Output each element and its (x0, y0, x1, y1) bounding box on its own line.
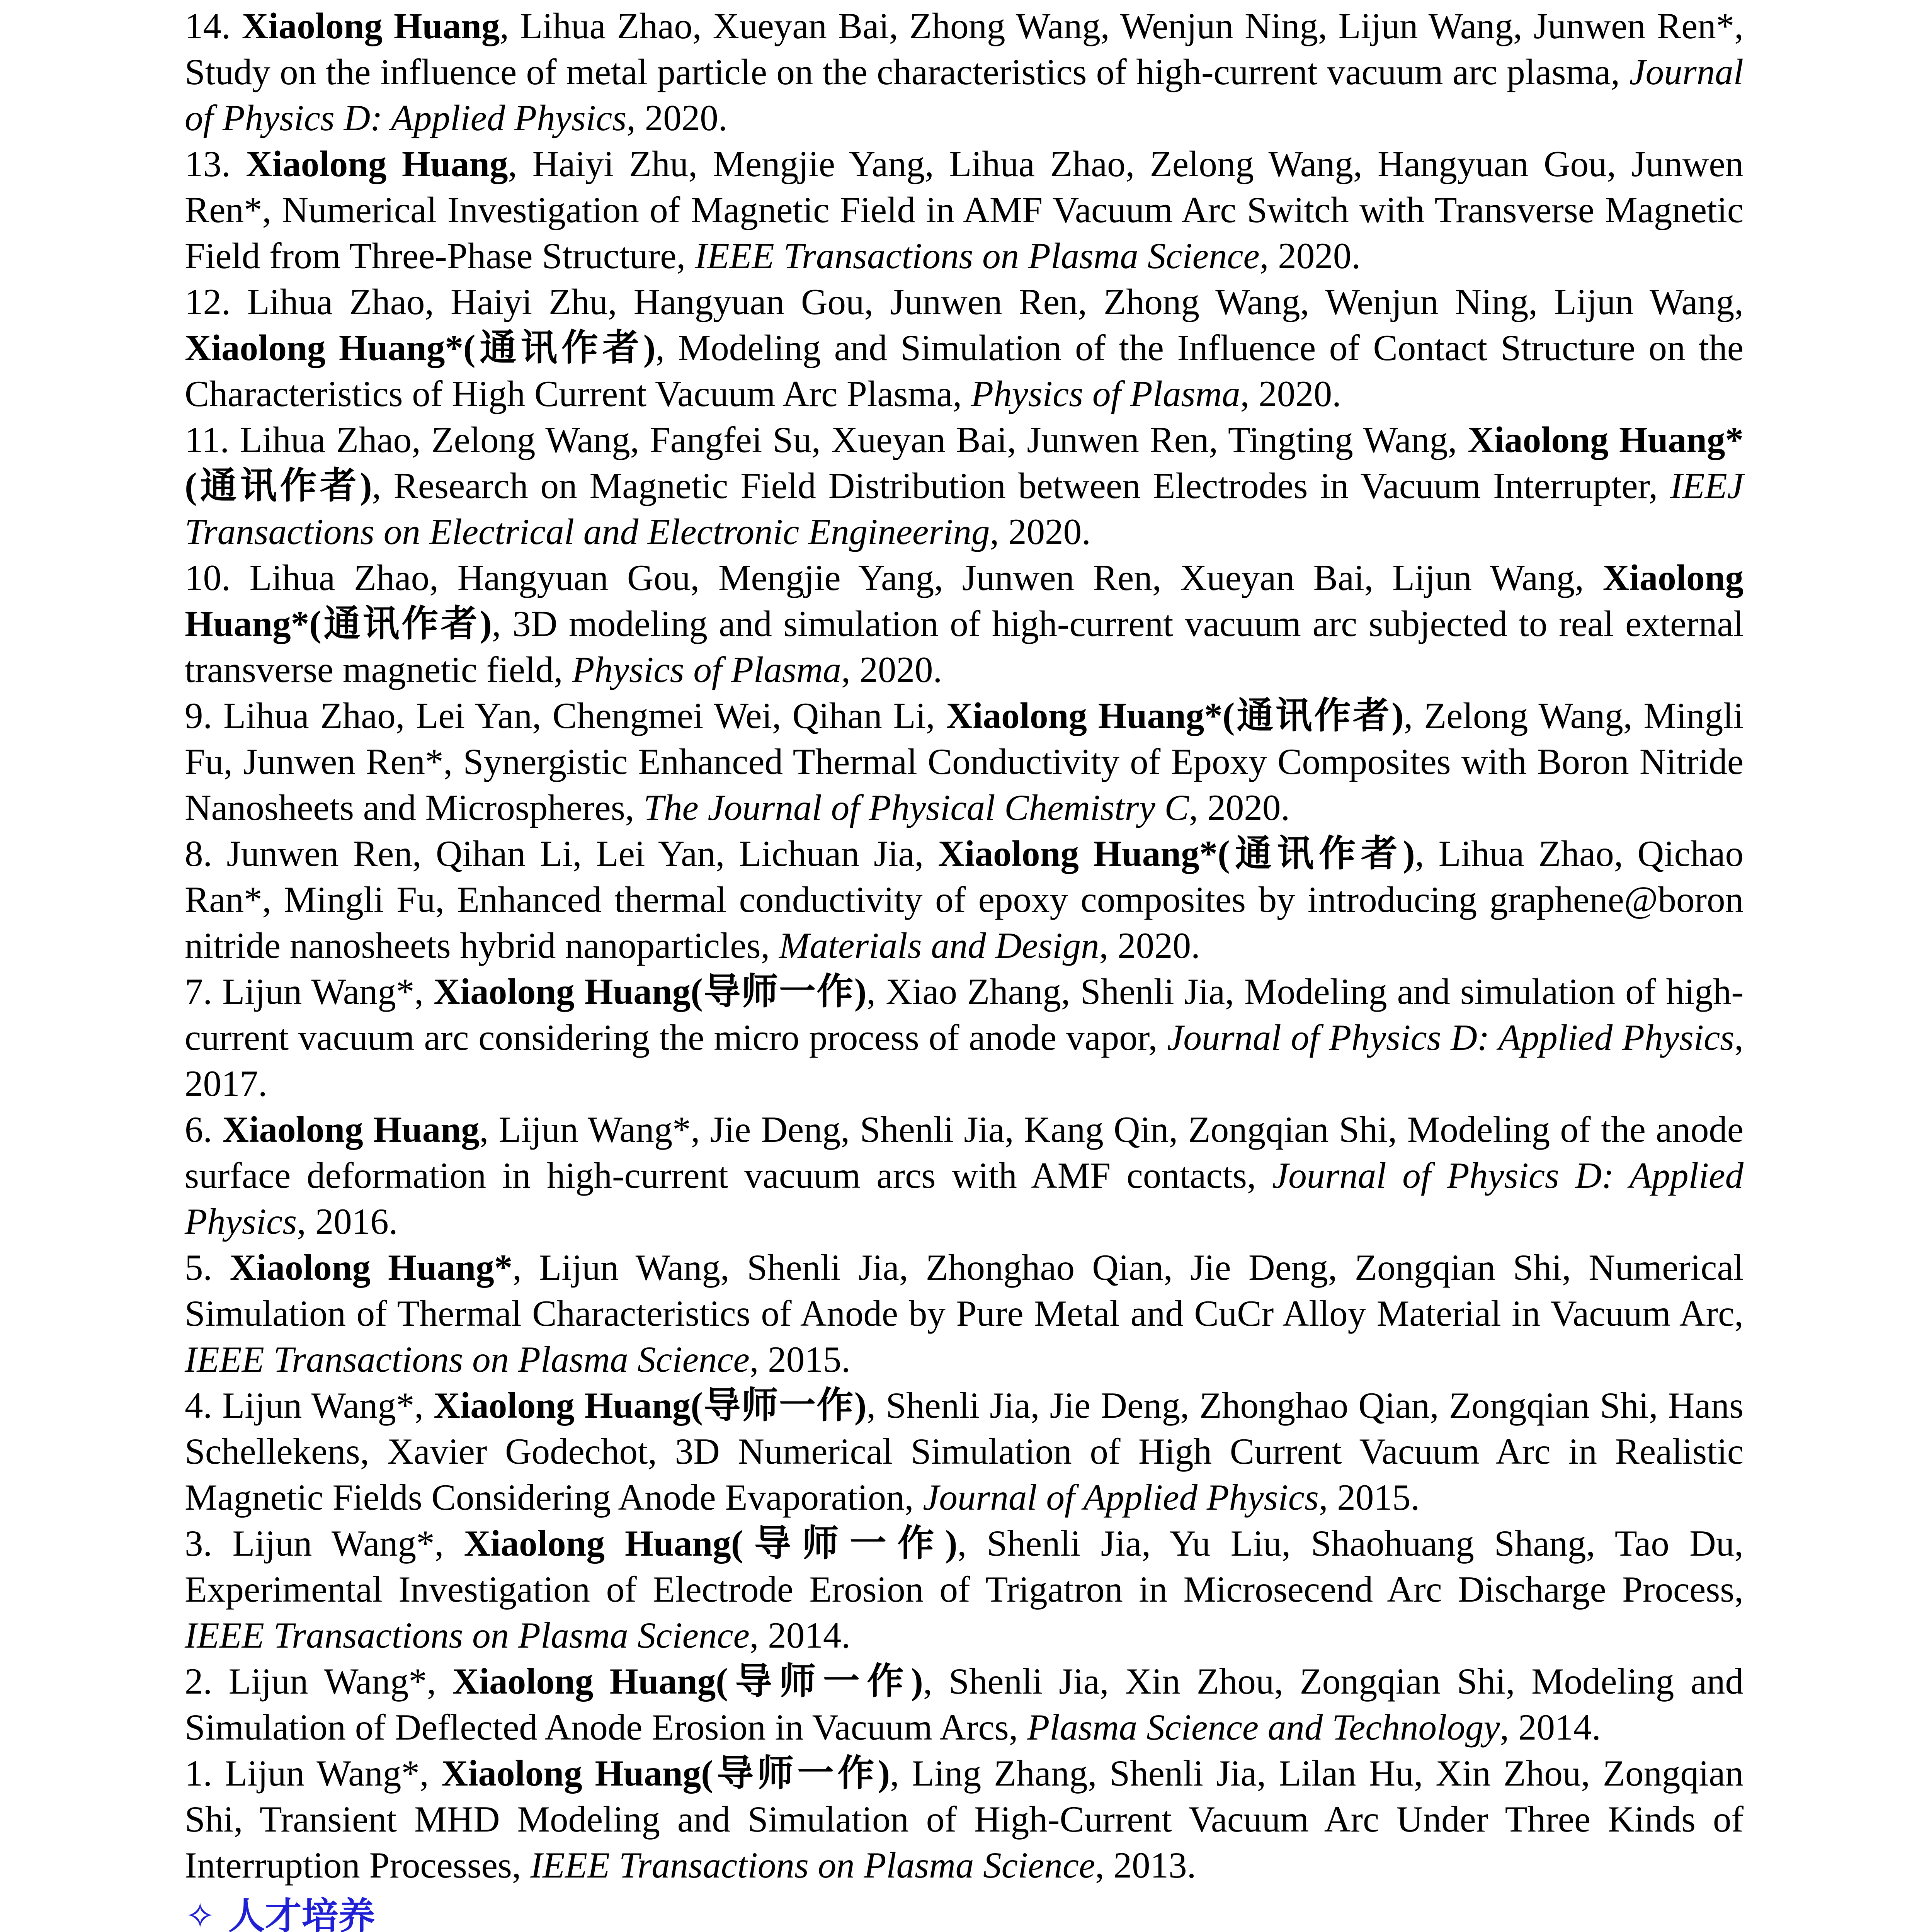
publication-highlight-author: Xiaolong Huang (222, 1109, 480, 1150)
publication-entry (185, 555, 1744, 693)
publication-title: Study on the influence of metal particle on the characteristics of high-current vacuum arc plasma, (185, 51, 1630, 92)
publication-number: 10. (185, 557, 231, 598)
publication-entry (185, 3, 1744, 141)
publication-highlight-author: Xiaolong Huang (242, 5, 500, 46)
publication-journal: Journal of Physics D: Applied Physics (185, 51, 1744, 138)
publication-authors: , (372, 465, 394, 506)
publication-authors: Lijun Wang*, (232, 1523, 464, 1564)
publication-title: Synergistic Enhanced Thermal Conductivity of Epoxy Composites with Boron Nitride Nanosheets and Microspheres, (185, 741, 1744, 828)
publication-year: , 2015. (1318, 1477, 1420, 1518)
publication-entry (185, 1658, 1744, 1750)
publication-authors: Lijun Wang*, (225, 1753, 442, 1794)
publication-year: , 2020. (841, 649, 942, 690)
publication-authors: Junwen Ren, Qihan Li, Lei Yan, Lichuan Jia, (226, 833, 938, 874)
publication-authors: , Shenli Jia, Jie Deng, Zhonghao Qian, Zongqian Shi, Hans Schellekens, Xavier Godechot, (185, 1385, 1744, 1472)
publication-highlight-author: Xiaolong Huang(导师一作) (464, 1523, 958, 1564)
publication-journal: Physics of Plasma (971, 373, 1240, 414)
publication-authors: Lijun Wang*, (222, 1385, 434, 1426)
publication-highlight-author: Xiaolong Huang*(通讯作者) (938, 833, 1415, 874)
publication-journal: IEEE Transactions on Plasma Science (185, 1339, 750, 1380)
publication-journal: IEEE Transactions on Plasma Science (694, 235, 1260, 276)
publication-authors: , Lijun Wang*, Jie Deng, Shenli Jia, Kang Qin, Zongqian Shi, (479, 1109, 1407, 1150)
publication-title: Experimental Investigation of Electrode Erosion of Trigatron in Microsecend Arc Discharge Process, (185, 1569, 1744, 1610)
publication-title: Numerical Investigation of Magnetic Field in AMF Vacuum Arc Switch with Transverse Magnetic Field from Three-Phase Structure, (185, 189, 1744, 276)
publication-journal: Physics of Plasma (572, 649, 841, 690)
publication-entry (185, 1750, 1744, 1888)
publication-year: , 2020. (1099, 925, 1200, 966)
publication-number: 6. (185, 1109, 213, 1150)
publication-title: Modeling of the anode surface deformation in high-current vacuum arcs with AMF contacts, (185, 1109, 1744, 1196)
publication-list (185, 3, 1744, 1888)
publication-entry (185, 1520, 1744, 1658)
publication-title: Research on Magnetic Field Distribution between Electrodes in Vacuum Interrupter, (393, 465, 1670, 506)
publication-authors: , (655, 327, 678, 368)
publication-highlight-author: Xiaolong Huang(导师一作) (441, 1753, 890, 1794)
publication-entry (185, 1245, 1744, 1383)
publication-journal: Materials and Design (779, 925, 1099, 966)
publication-year: , 2014. (1500, 1707, 1601, 1748)
publication-journal: Journal of Applied Physics (923, 1477, 1319, 1518)
publication-year: , 2017. (185, 1017, 1744, 1104)
publication-number: 14. (185, 5, 231, 46)
publication-title: Modeling and Simulation of Deflected Anode Erosion in Vacuum Arcs, (185, 1661, 1744, 1748)
publication-number: 5. (185, 1247, 213, 1288)
publication-authors: , Shenli Jia, Xin Zhou, Zongqian Shi, (923, 1661, 1531, 1702)
publication-number: 9. (185, 695, 213, 736)
publication-journal: Journal of Physics D: Applied Physics (1167, 1017, 1735, 1058)
publication-journal: IEEE Transactions on Plasma Science (185, 1615, 750, 1656)
publication-authors: , Lijun Wang, Shenli Jia, Zhonghao Qian, Jie Deng, Zongqian Shi, (512, 1247, 1589, 1288)
publication-entry (185, 417, 1744, 555)
publication-number: 3. (185, 1523, 213, 1564)
publication-highlight-author: Xiaolong Huang* (230, 1247, 513, 1288)
publication-entry (185, 1383, 1744, 1520)
publication-authors: Lihua Zhao, Hangyuan Gou, Mengjie Yang, Junwen Ren, Xueyan Bai, Lijun Wang, (249, 557, 1603, 598)
publication-title: 3D modeling and simulation of high-current vacuum arc subjected to real external transverse magnetic field, (185, 603, 1744, 690)
publication-authors: , Zelong Wang, Mingli Fu, Junwen Ren*, (185, 695, 1744, 782)
publication-year: , 2020. (1259, 235, 1361, 276)
publication-number: 12. (185, 281, 231, 322)
publication-authors: Lihua Zhao, Zelong Wang, Fangfei Su, Xueyan Bai, Junwen Ren, Tingting Wang, (240, 419, 1468, 460)
publication-authors: Lijun Wang*, (222, 971, 434, 1012)
publication-year: , 2020. (990, 511, 1091, 552)
publication-authors: Lijun Wang*, (228, 1661, 453, 1702)
publication-title: Enhanced thermal conductivity of epoxy composites by introducing graphene@boron nitride nanosheets hybrid nanoparticles, (185, 879, 1744, 966)
publication-entry (185, 1107, 1744, 1245)
publication-year: , 2020. (626, 97, 728, 138)
publication-number: 1. (185, 1753, 213, 1794)
publication-entry (185, 693, 1744, 831)
publication-authors: , Xiao Zhang, Shenli Jia, (866, 971, 1245, 1012)
publication-number: 8. (185, 833, 213, 874)
publication-number: 11. (185, 419, 230, 460)
publication-year: , 2016. (297, 1201, 398, 1242)
publication-journal: IEEE Transactions on Plasma Science (530, 1845, 1095, 1886)
publication-highlight-author: Xiaolong Huang(导师一作) (434, 971, 867, 1012)
publication-journal: IEEJ Transactions on Electrical and Electronic Engineering (185, 465, 1744, 552)
publication-highlight-author: Xiaolong Huang(导师一作) (434, 1385, 867, 1426)
publication-authors: , Shenli Jia, Yu Liu, Shaohuang Shang, Tao Du, (957, 1523, 1744, 1564)
publication-entry (185, 831, 1744, 969)
publication-year: , 2020. (1240, 373, 1341, 414)
publication-title: Numerical Simulation of Thermal Characteristics of Anode by Pure Metal and CuCr Alloy Material in Vacuum Arc, (185, 1247, 1744, 1334)
publication-number: 7. (185, 971, 213, 1012)
publication-authors: , Lihua Zhao, Xueyan Bai, Zhong Wang, Wenjun Ning, Lijun Wang, Junwen Ren*, (500, 5, 1744, 46)
publication-authors: , Haiyi Zhu, Mengjie Yang, Lihua Zhao, Zelong Wang, Hangyuan Gou, Junwen Ren*, (185, 143, 1744, 230)
talent-section-heading: ✧ 人才培养 (185, 1895, 375, 1932)
publication-number: 4. (185, 1385, 213, 1426)
publication-authors: , (492, 603, 513, 644)
publication-title: Modeling and simulation of high-current vacuum arc considering the micro process of anode vapor, (185, 971, 1744, 1058)
publication-title: 3D Numerical Simulation of High Current Vacuum Arc in Realistic Magnetic Fields Considering Anode Evaporation, (185, 1431, 1744, 1518)
publication-journal: Journal of Physics D: Applied Physics (185, 1155, 1744, 1242)
publication-highlight-author: Xiaolong Huang*(通讯作者) (185, 557, 1744, 644)
publication-entry (185, 141, 1744, 279)
publication-authors: , Lihua Zhao, Qichao Ran*, Mingli Fu, (185, 833, 1744, 920)
publication-authors: Lihua Zhao, Haiyi Zhu, Hangyuan Gou, Junwen Ren, Zhong Wang, Wenjun Ning, Lijun Wang, (247, 281, 1744, 322)
publication-entry (185, 279, 1744, 417)
publication-journal: The Journal of Physical Chemistry C (643, 787, 1189, 828)
publication-authors: Lihua Zhao, Lei Yan, Chengmei Wei, Qihan Li, (223, 695, 946, 736)
publication-journal: Plasma Science and Technology (1027, 1707, 1500, 1748)
publication-year: , 2013. (1095, 1845, 1196, 1886)
publication-year: , 2015. (749, 1339, 850, 1380)
publication-year: , 2014. (749, 1615, 850, 1656)
publication-authors: , Ling Zhang, Shenli Jia, Lilan Hu, Xin Zhou, Zongqian Shi, (185, 1753, 1744, 1840)
publication-title: Modeling and Simulation of the Influence of Contact Structure on the Characteristics of High Current Vacuum Arc Plasma, (185, 327, 1744, 414)
publication-entry (185, 969, 1744, 1107)
publication-number: 2. (185, 1661, 213, 1702)
publication-highlight-author: Xiaolong Huang*(通讯作者) (185, 327, 656, 368)
publication-year: , 2020. (1189, 787, 1290, 828)
publication-highlight-author: Xiaolong Huang(导师一作) (452, 1661, 923, 1702)
publication-highlight-author: Xiaolong Huang (246, 143, 508, 184)
publication-highlight-author: Xiaolong Huang*(通讯作者) (185, 419, 1744, 506)
publication-highlight-author: Xiaolong Huang*(通讯作者) (946, 695, 1404, 736)
publication-number: 13. (185, 143, 231, 184)
publication-title: Transient MHD Modeling and Simulation of High-Current Vacuum Arc Under Three Kinds of Interruption Processes, (185, 1799, 1744, 1886)
